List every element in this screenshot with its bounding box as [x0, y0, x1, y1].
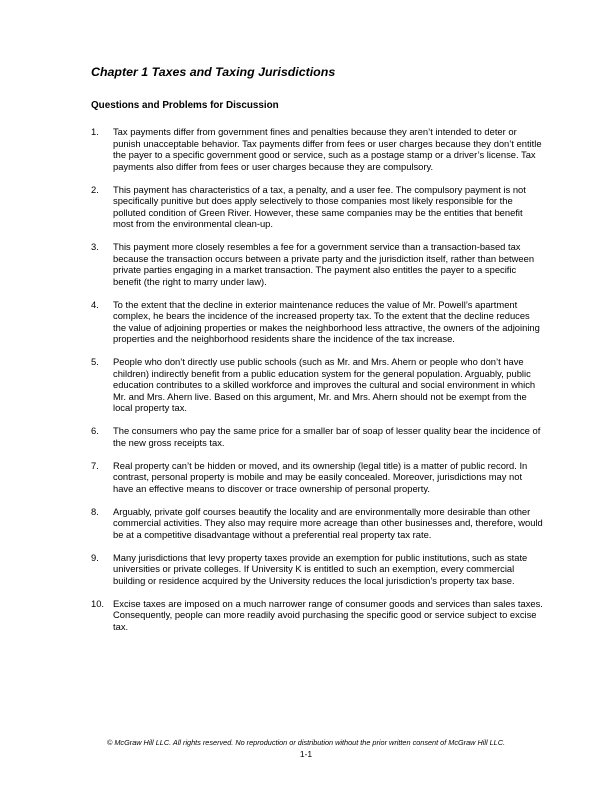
answer-number: 5. [91, 356, 99, 367]
answer-number: 10. [91, 597, 105, 609]
answer-text: People who don’t directly use public schools (such as Mr. and Mrs. Ahern or people who don’t have children) indirectly benefit from a public education system for the general population. Arguably, public education contributes to a skilled workforce and improves the cultural and social environment in which Mr. and Mrs. Ahern live. Based on this argument, Mr. and Mrs. Ahern should not be exempt from the local property tax. [113, 356, 536, 413]
answer-text: This payment more closely resembles a fee for a government service than a transaction-based tax because the transaction occurs between a private party and the jurisdiction itself, rather than between private parties engaging in a market transaction. The payment also entitles the payer to a specific benefit (the right to marry under law). [113, 241, 535, 287]
page-number: 1-1 [299, 749, 313, 759]
answer-number: 8. [91, 505, 99, 517]
answer-text: This payment has characteristics of a tax, a penalty, and a user fee. The compulsory payment is not specifically punitive but does apply selectively to those companies most likely responsible for the polluted condition of Green River. However, these same companies may be the entities that benefit most from the environmental clean-up. [113, 183, 526, 229]
answer-text: Arguably, private golf courses beautify the locality and are environmentally more desirable than other commercial activities. They also may require more acreage than other businesses and, therefore, would be at a competitive disadvantage without a preferential real property tax rate. [113, 505, 543, 540]
answer-number: 4. [91, 298, 99, 310]
answer-item [91, 552, 543, 587]
answer-number: 3. [91, 241, 99, 252]
answer-item [91, 598, 543, 633]
answer-item [91, 425, 543, 448]
footer-copyright: © McGraw Hill LLC. All rights reserved. No reproduction or distribution without the prior written consent of McGraw Hill LLC. [106, 738, 506, 747]
answer-text: To the extent that the decline in exterior maintenance reduces the value of Mr. Powell’s apartment complex, he bears the incidence of the increased property tax. To the extent that the decline reduces the value of adjoining properties or makes the neighborhood less attractive, the owners of the adjoining properties and the neighborhood residents share the incidence of the tax increase. [113, 298, 540, 344]
answer-item [91, 241, 543, 287]
answer-item [91, 460, 543, 495]
chapter-title: Chapter 1 Taxes and Taxing Jurisdictions [91, 65, 336, 79]
answer-item [91, 299, 543, 345]
answer-text: Excise taxes are imposed on a much narrower range of consumer goods and services than sales taxes. Consequently, people can more readily avoid purchasing the specific good or service subject to excise tax. [113, 597, 543, 632]
answer-item [91, 356, 543, 414]
answer-number: 2. [91, 183, 99, 195]
answer-item [91, 506, 543, 541]
answer-number: 6. [91, 425, 99, 436]
answer-item [91, 184, 543, 230]
answer-number: 7. [91, 459, 99, 471]
section-heading: Questions and Problems for Discussion [91, 100, 279, 111]
answer-text: The consumers who pay the same price for a smaller bar of soap of lesser quality bear the incidence of the new gross receipts tax. [113, 425, 541, 448]
answer-text: Tax payments differ from government fines and penalties because they aren’t intended to deter or punish unacceptable behavior. Tax payments differ from fees or user charges because they don’t entitle the payer to a specific government good or service, such as a postage stamp or a driver’s license. Tax payments also differ from fees or user charges because they are compulsory. [113, 126, 542, 172]
answer-number: 1. [91, 126, 99, 137]
answer-text: Many jurisdictions that levy property taxes provide an exemption for public institutions, such as state universities or private colleges. If University K is entitled to such an exemption, every commercial building or residence acquired by the University reduces the local jurisdiction’s property tax base. [113, 551, 528, 586]
answer-text: Real property can’t be hidden or moved, and its ownership (legal title) is a matter of public record. In contrast, personal property is mobile and may be easily concealed. Moreover, jurisdictions may not have an effective means to discover or trace ownership of personal property. [113, 459, 528, 494]
answer-number: 9. [91, 551, 99, 563]
answer-item [91, 126, 543, 172]
answer-list [91, 126, 543, 644]
